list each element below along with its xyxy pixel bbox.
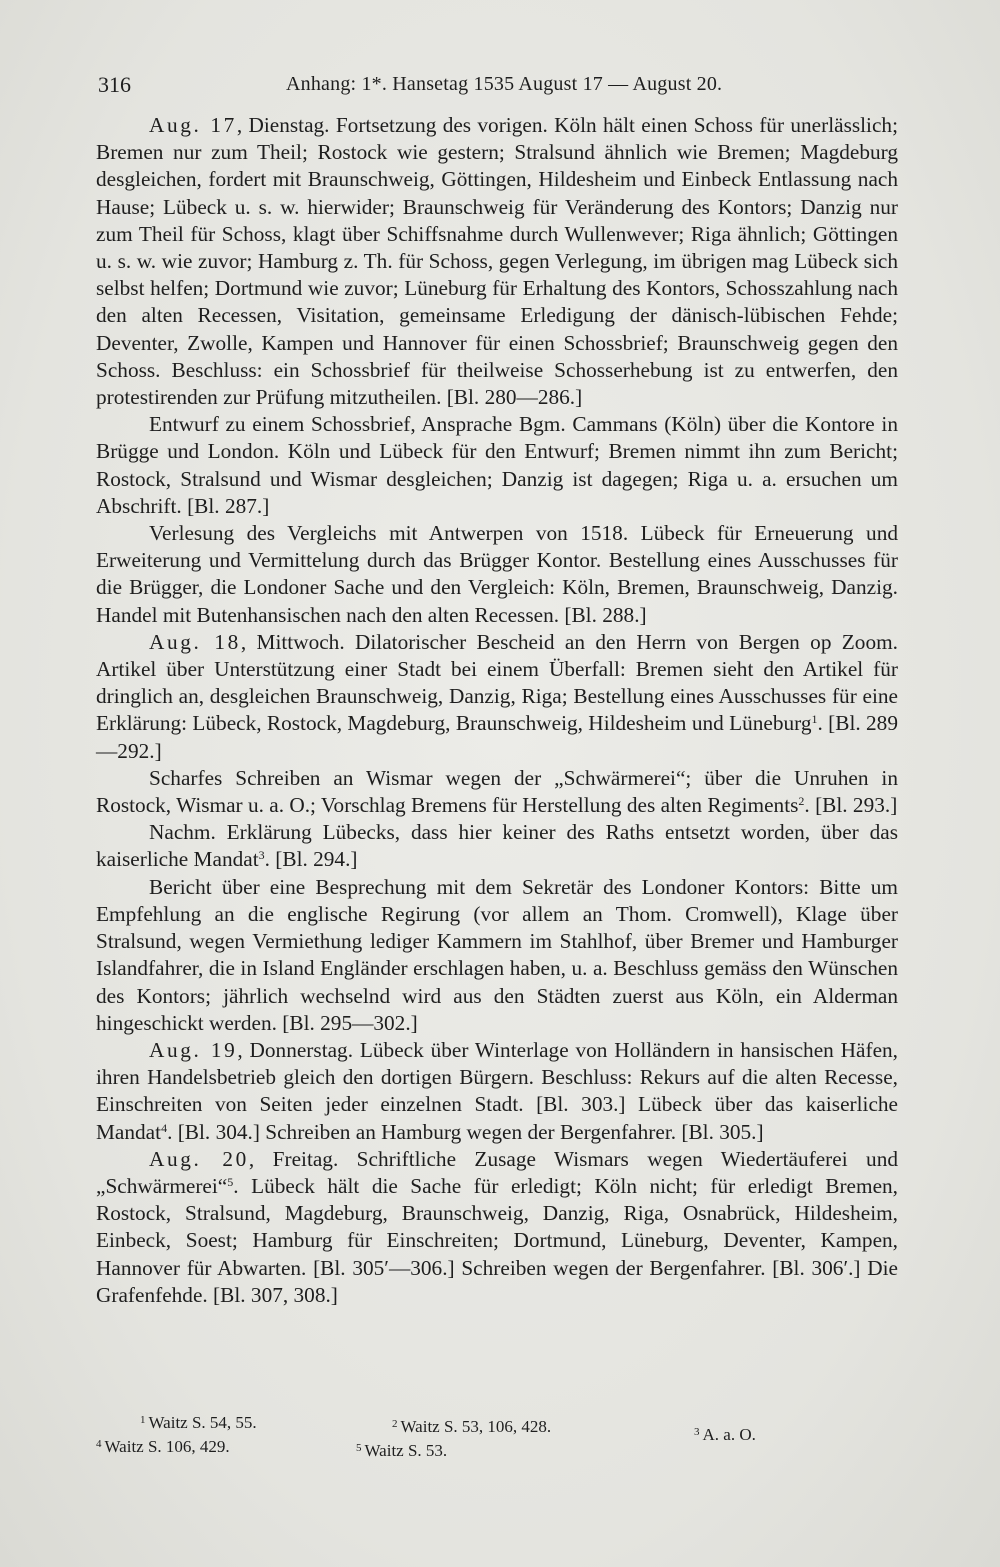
- footnote-ref[interactable]: 3: [258, 848, 265, 863]
- footnote-text: A. a. O.: [702, 1425, 756, 1444]
- paragraph-aug-20: [96, 1146, 898, 1309]
- footnote-text: Waitz S. 53.: [364, 1441, 448, 1460]
- date-label: Aug. 17: [149, 113, 237, 137]
- paragraph: [96, 874, 898, 1037]
- paragraph-text-continued: . [Bl. 293.]: [804, 793, 898, 818]
- paragraph-text: , Mittwoch. Dilatorischer Bescheid an den Herrn von Bergen op Zoom. Artikel über Unterstützung einer Stadt bei einem Überfall: Bremen sieht den Artikel für dringlich an, desgleichen Braunschweig, Danzig, Riga; Bestellung eines Ausschusses für eine Erklärung: Lübeck, Rostock, Magdeburg, Braunschweig, Hildesheim und Lüneburg: [96, 629, 898, 736]
- paragraph: [96, 520, 898, 629]
- footnote-ref[interactable]: 1: [811, 712, 818, 727]
- footnote-text: Waitz S. 106, 429.: [104, 1437, 230, 1456]
- paragraph-aug-19: [96, 1037, 898, 1146]
- running-head: Anhang: 1*. Hansetag 1535 August 17 — August 20.: [286, 73, 723, 95]
- paragraph-text-continued: . [Bl. 294.]: [264, 847, 358, 872]
- footnote-ref[interactable]: 2: [798, 794, 805, 809]
- footnote-text: Waitz S. 53, 106, 428.: [400, 1417, 552, 1436]
- body-text: [96, 112, 898, 1309]
- paragraph-text: Entwurf zu einem Schossbrief, Ansprache Bgm. Cammans (Köln) über die Kontore in Brügge und London. Köln und Lübeck für den Entwurf; Bremen nimmt ihn zum Bericht; Rostock, Stralsund und Wismar desgleichen; Danzig ist dagegen; Riga u. a. ersuchen um Abschrift. [Bl. 287.]: [96, 412, 898, 518]
- paragraph-text-continued: . Lübeck hält die Sache für erledigt; Köln nicht; für erledigt Bremen, Rostock, Stralsund, Magdeburg, Braunschweig, Danzig, Riga, Osnabrück, Hildesheim, Einbeck, Soest; Hamburg für Einschreiten; Dortmund, Lüneburg, Deventer, Kampen, Hannover für Abwarten. [Bl. 305′—306.] Schreiben wegen der Bergenfahrer. [Bl. 306′.] Die Grafenfehde. [Bl. 307, 308.]: [96, 1173, 898, 1307]
- paragraph-text: Verlesung des Vergleichs mit Antwerpen von 1518. Lübeck für Erneuerung und Erweiterung und Vermittelung durch das Brügger Kontor. Bestellung eines Ausschusses für die Brügger, die Londoner Sache und den Vergleich: Köln, Bremen, Braunschweig, Danzig. Handel mit Butenhansischen nach den alten Recessen. [Bl. 288.]: [96, 521, 898, 627]
- footnote: [694, 1424, 756, 1446]
- paragraph-text: Scharfes Schreiben an Wismar wegen der „Schwärmerei“; über die Unruhen in Rostock, Wismar u. a. O.; Vorschlag Bremens für Herstellung des alten Regiments: [96, 765, 898, 818]
- paragraph-aug-17: [96, 112, 898, 411]
- paragraph-text: , Donnerstag. Lübeck über Winterlage von Holländern in hansischen Häfen, ihren Handelsbetrieb gleich den dortigen Bürgern. Beschluss: Rekurs auf die alten Recesse, Einschreiten von Seiten jeder einzelnen Stadt. [Bl. 303.] Lübeck über das kaiserliche Mandat: [96, 1037, 898, 1144]
- paragraph-text: Nachm. Erklärung Lübecks, dass hier keiner des Raths entsetzt worden, über das kaiserliche Mandat: [96, 820, 898, 872]
- page-header: [96, 66, 896, 102]
- footnote-ref[interactable]: 4: [161, 1120, 168, 1135]
- paragraph-text: , Dienstag. Fortsetzung des vorigen. Köln hält einen Schoss für unerlässlich; Bremen nur zum Theil; Rostock wie gestern; Stralsund ähnlich wie Bremen; Magdeburg desgleichen, fordert mit Braunschweig, Göttingen, Hildesheim und Einbeck Entlassung nach Hause; Lübeck u. s. w. hierwider; Braunschweig für Veränderung des Kontors; Danzig nur zum Theil für Schoss, klagt über Schiffsnahme durch Wullenwever; Riga ähnlich; Göttingen u. s. w. wie zuvor; Hamburg z. Th. für Schoss, gegen Verlegung, im übrigen mag Lübeck sich selbst helfen; Dortmund wie zuvor; Lüneburg für Erhaltung des Kontors, Schosszahlung nach den alten Recessen, Visitation, gemeinsame Erledigung der dänisch-lübischen Fehde; Deventer, Zwolle, Kampen und Hannover für einen Schossbrief; Braunschweig gegen den Schoss. Beschluss: ein Schossbrief für theilweise Schosserhebung ist zu entwerfen, den protestirenden zur Prüfung mitzutheilen. [Bl. 280—286.]: [96, 113, 898, 410]
- paragraph: [96, 411, 898, 520]
- paragraph: [96, 765, 898, 819]
- footnote-mark: 3: [694, 1426, 700, 1438]
- paragraph-text: Bericht über eine Besprechung mit dem Sekretär des Londoner Kontors: Bitte um Empfehlung an die englische Regirung (vor allem an Thom. Cromwell), Klage über Stralsund, wegen Vermiethung lediger Kammern im Stahlhof, über Bremer und Hamburger Islandfahrer, die in Island Engländer erschlagen haben, u. a. Beschluss gemäss den Wünschen des Kontors; jährlich wechselnd wird aus den Städten zuerst aus Köln, ein Alderman hingeschickt werden. [Bl. 295—302.]: [96, 874, 898, 1035]
- paragraph-text: , Freitag. Schriftliche Zusage Wismars wegen Wiedertäuferei und „Schwärmerei“: [96, 1146, 898, 1198]
- footnote-mark: 4: [96, 1438, 102, 1450]
- paragraph-text-continued: . [Bl. 304.] Schreiben an Hamburg wegen der Bergenfahrer. [Bl. 305.]: [167, 1119, 764, 1144]
- footnotes: [96, 1412, 898, 1472]
- paragraph: [96, 819, 898, 873]
- date-label: Aug. 20: [149, 1146, 249, 1171]
- date-label: Aug. 19: [149, 1037, 238, 1062]
- footnote-text: Waitz S. 54, 55.: [148, 1413, 257, 1432]
- page-number: 316: [98, 72, 131, 97]
- footnote-mark: 2: [392, 1418, 398, 1430]
- footnote: [96, 1436, 230, 1458]
- footnote-mark: 1: [140, 1414, 146, 1426]
- footnote-mark: 5: [356, 1442, 362, 1454]
- footnote: [140, 1412, 257, 1434]
- paragraph-aug-18: [96, 629, 898, 765]
- footnote-ref[interactable]: 5: [227, 1174, 234, 1189]
- paragraph-text-continued: . [Bl. 289—292.]: [96, 711, 898, 763]
- footnote: [392, 1416, 551, 1438]
- footnote: [356, 1440, 447, 1462]
- date-label: Aug. 18: [149, 629, 241, 654]
